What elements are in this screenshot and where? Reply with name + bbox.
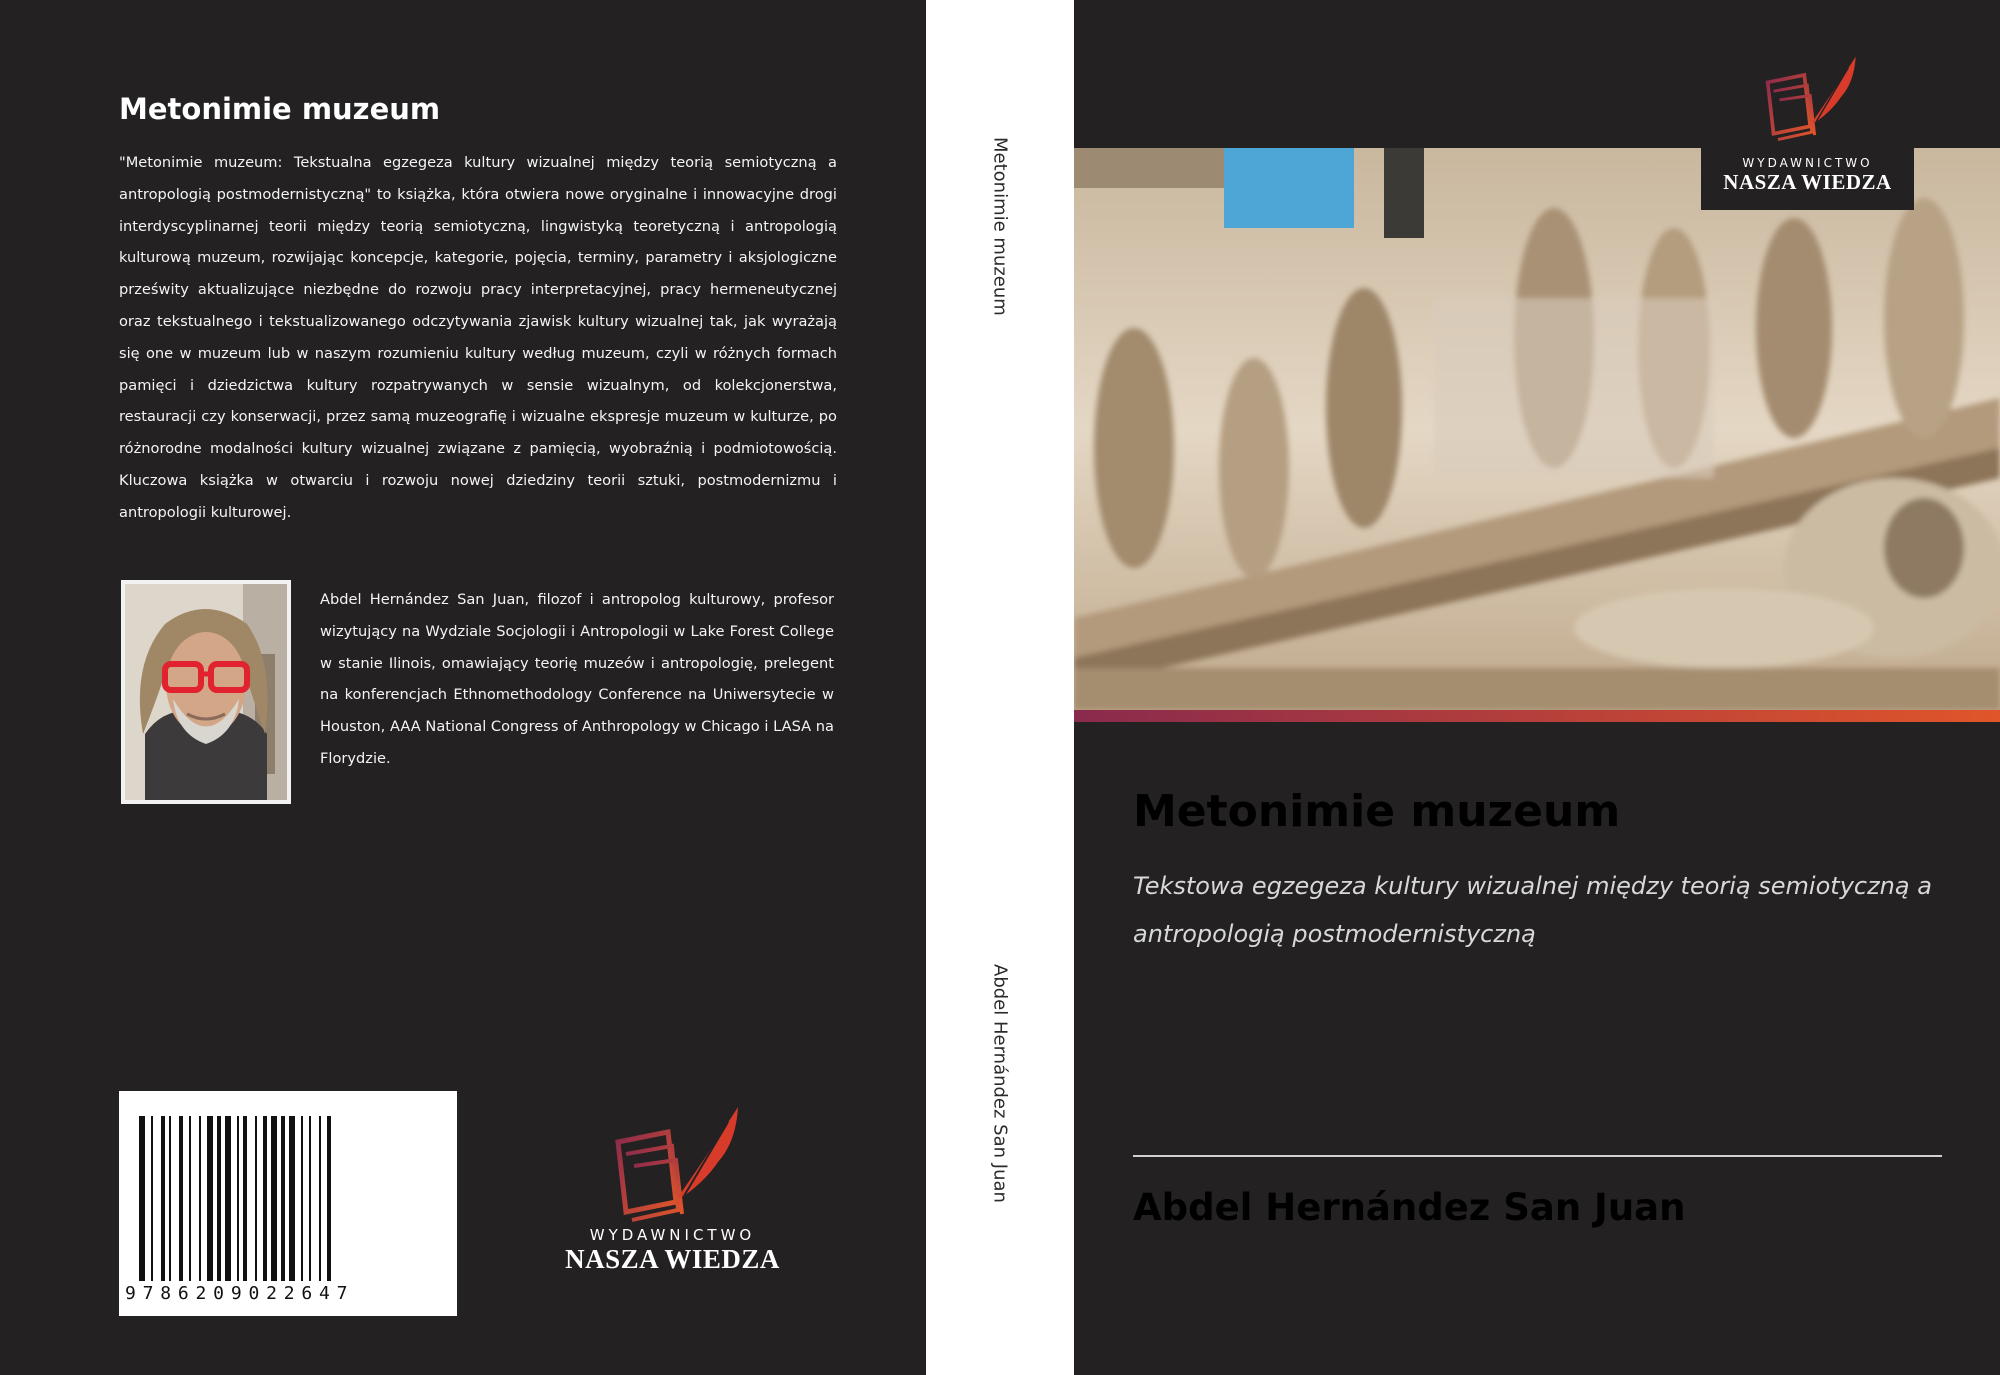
spine-author: Abdel Hernández San Juan (989, 964, 1011, 1203)
author-divider (1133, 1155, 1942, 1157)
author-photo (121, 580, 291, 804)
front-publisher-logo (1701, 42, 1914, 210)
back-publisher-logo (555, 1102, 790, 1282)
barcode-bar (161, 1116, 165, 1281)
barcode-bar (243, 1116, 247, 1281)
barcode-bar (225, 1116, 231, 1281)
author-portrait-image (125, 584, 287, 800)
book-blurb: "Metonimie muzeum: Tekstualna egzegeza kultury wizualnej między teorią semiotyczną a antropologią postmodernistyczną" to książka, która otwiera nowe oryginalne i innowacyjne drogi interdyscyplinarnej teorii między teorią semiotyczną, lingwistyką teoretyczną i antropologią kulturową muzeum, rozwijając koncepcje, kategorie, pojęcia, terminy, parametry i aksjologiczne prześwity aktualizujące niezbędne do rozwoju pracy interpretacyjnej, pracy hermeneutycznej oraz tekstualnego i tekstualizowanego odczytywania zjawisk kultury wizualnej tak, jak wyrażają się one w muzeum lub w naszym rozumieniu kultury według muzeum, czyli w różnych formach pamięci i dziedzictwa kultury rozpatrywanych w sensie wizualnym, od kolekcjonerstwa, restauracji czy konserwacji, przez samą muzeografię i wizualne ekspresje muzeum w kulturze, po różnorodne modalności kultury wizualnej związane z pamięcią, wyobraźnią i podmiotowością. Kluczowa książka w otwarciu i rozwoju nowej dziedziny teorii sztuki, postmodernizmu i antropologii kulturowej. (119, 154, 837, 521)
barcode-bar (327, 1116, 331, 1281)
barcode-bar (199, 1116, 201, 1281)
barcode-bar (207, 1116, 213, 1281)
accent-gradient-bar (1074, 710, 2000, 722)
barcode-bar (319, 1116, 321, 1281)
barcode-bar (179, 1116, 183, 1281)
spine-title: Metonimie muzeum (989, 137, 1011, 316)
barcode-bar (263, 1116, 267, 1281)
persepolis-relief-illustration (1074, 148, 2000, 710)
barcode-bar (169, 1116, 171, 1281)
barcode-bar (309, 1116, 311, 1281)
front-cover-subtitle: Tekstowa egzegeza kultury wizualnej między teorią semiotyczną a antropologią postmodernistyczną (1133, 872, 1932, 948)
barcode-bar (301, 1116, 303, 1281)
barcode-bar (217, 1116, 221, 1281)
back-cover-title: Metonimie muzeum (119, 92, 441, 126)
barcode-bar (289, 1116, 295, 1281)
barcode-bar (151, 1116, 153, 1281)
back-logo-nasza-wiedza: NASZA WIEDZA (565, 1244, 780, 1274)
book-with-quill-icon (598, 1102, 748, 1222)
cover-relief-image (1074, 148, 2000, 710)
front-cover-title: Metonimie muzeum (1133, 786, 1621, 837)
barcode-bar (255, 1116, 257, 1281)
back-logo-wydawnictwo: WYDAWNICTWO (589, 1226, 756, 1244)
isbn-digits: 9786209022647 (125, 1283, 355, 1304)
isbn-barcode (119, 1091, 457, 1316)
barcode-bar (281, 1116, 285, 1281)
barcode-bar (139, 1116, 145, 1281)
front-logo-wydawnictwo: WYDAWNICTWO (1742, 156, 1873, 170)
front-cover-author: Abdel Hernández San Juan (1133, 1186, 1686, 1229)
book-with-quill-icon (1753, 42, 1863, 152)
barcode-bar (189, 1116, 191, 1281)
front-logo-nasza-wiedza: NASZA WIEDZA (1723, 170, 1892, 194)
back-cover (0, 0, 926, 1375)
barcode-bar (271, 1116, 277, 1281)
barcode-bar (237, 1116, 239, 1281)
author-bio: Abdel Hernández San Juan, filozof i antropolog kulturowy, profesor wizytujący na Wydziale Socjologii i Antropologii w Lake Forest College w stanie Ilinois, omawiający teorię muzeów i antropologię, prelegent na konferencjach Ethnomethodology Conference na Uniwersytecie w Houston, AAA National Congress of Anthropology w Chicago i LASA na Florydzie. (320, 591, 834, 767)
